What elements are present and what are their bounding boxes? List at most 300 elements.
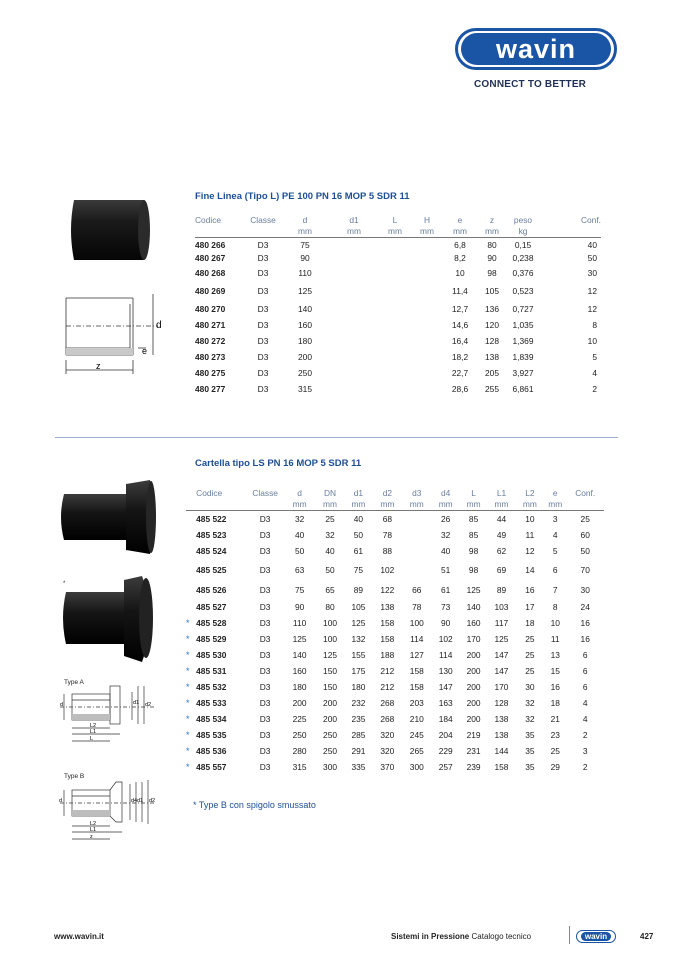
table-row	[195, 381, 601, 397]
s2-cell: 163	[438, 697, 453, 708]
s2-cell: 90	[294, 601, 305, 612]
s1-cell	[329, 251, 379, 265]
s2-cell: 25	[525, 649, 535, 660]
type-a-d2: d2	[145, 702, 152, 708]
s1-cell: 12	[587, 303, 597, 314]
s1-col-header: z	[489, 215, 495, 225]
s2-cell: 44	[496, 513, 507, 524]
s2-col-unit: mm	[431, 498, 459, 511]
footer-logo	[576, 930, 616, 943]
s2-cell: 70	[580, 564, 590, 575]
table-row	[195, 365, 601, 381]
s2-col-header: e	[552, 488, 558, 498]
s2-cell: 200	[292, 697, 307, 708]
s2-cell: 102	[438, 633, 453, 644]
table-row	[195, 265, 601, 282]
stub-face	[146, 481, 156, 553]
s2-cell: 4	[582, 713, 588, 724]
footer-logo-text: wavin	[581, 932, 611, 941]
s2-cell: 200	[323, 713, 338, 724]
s1-cell	[379, 349, 411, 365]
s2-cell: 80	[325, 601, 335, 612]
s2-cell: 4	[552, 529, 558, 540]
s1-cell: 2	[592, 383, 597, 394]
s2-cell: 158	[409, 681, 424, 692]
s1-cell: D3	[257, 351, 269, 362]
s2-cell: 3	[582, 745, 588, 756]
s2-cell: D3	[259, 665, 271, 676]
s2-cell: 315	[292, 761, 307, 772]
s1-col-header: d	[302, 215, 308, 225]
type-b-star: *	[186, 665, 190, 676]
table-row	[186, 599, 604, 615]
s1-cell: 10	[587, 335, 597, 346]
s2-cell: 30	[580, 584, 590, 595]
s2-cell: 14	[525, 564, 535, 575]
product-code: 485 532	[196, 681, 227, 692]
s1-cell: 110	[298, 268, 312, 278]
type-b-star: *	[186, 761, 190, 772]
s2-cell: 50	[294, 545, 305, 556]
s2-cell: 73	[441, 601, 451, 612]
s1-col-unit: mm	[411, 225, 443, 238]
s1-cell: D3	[257, 303, 269, 314]
s2-cell: 25	[525, 633, 535, 644]
s2-cell: 180	[351, 681, 366, 692]
s2-cell: 18	[525, 617, 535, 628]
type-a-d1: d1	[133, 700, 140, 706]
s2-cell: 175	[351, 665, 366, 676]
s1-cell: 180	[298, 335, 312, 346]
type-b-star: *	[186, 697, 190, 708]
table-row	[195, 282, 601, 301]
s2-cell: 320	[380, 729, 395, 740]
s2-cell: 11	[525, 529, 535, 540]
s1-cell: 11,4	[452, 286, 468, 296]
s2-cell: 200	[466, 649, 481, 660]
s2-cell: 32	[294, 513, 305, 524]
table-row	[186, 527, 604, 543]
s2-cell: 3	[552, 513, 558, 524]
s1-cell: 50	[587, 252, 597, 263]
s2-cell: 147	[438, 681, 453, 692]
s2-cell: 231	[466, 745, 481, 756]
table-row	[186, 695, 604, 711]
s1-cell: 16,4	[451, 335, 469, 346]
type-a-l2: L2	[90, 723, 97, 729]
s2-cell: 210	[409, 713, 424, 724]
s2-col-header: d3	[412, 488, 422, 498]
table-row	[186, 711, 604, 727]
s2-cell	[402, 559, 431, 581]
table-row	[186, 581, 604, 599]
table-row	[186, 663, 604, 679]
s1-cell: D3	[257, 319, 269, 330]
type-b-star	[186, 599, 196, 615]
s1-cell: 125	[298, 286, 312, 296]
product-code: 480 267	[195, 252, 226, 263]
type-b-star: *	[186, 745, 190, 756]
s2-cell: 32	[525, 697, 535, 708]
s2-cell: 114	[439, 649, 453, 660]
s2-cell: D3	[259, 697, 271, 708]
s1-col-header: H	[423, 215, 431, 225]
product-code: 485 522	[196, 513, 227, 524]
s2-cell: 40	[353, 513, 364, 524]
table-row	[186, 743, 604, 759]
table-row	[195, 333, 601, 349]
section2-units-row	[186, 498, 604, 511]
type-b-star: *	[186, 617, 190, 628]
s2-cell: 125	[494, 633, 509, 644]
s2-cell: D3	[259, 713, 271, 724]
s1-cell	[329, 317, 379, 333]
s1-cell	[379, 282, 411, 301]
s2-cell: 219	[466, 729, 481, 740]
s1-cell	[379, 251, 411, 265]
s1-cell	[329, 301, 379, 317]
s2-cell: 29	[550, 761, 560, 772]
s2-cell: 75	[353, 564, 364, 575]
product-code: 480 270	[195, 303, 226, 314]
s2-cell: 32	[525, 713, 535, 724]
s2-cell: 268	[380, 713, 395, 724]
s1-col-header: L	[392, 215, 398, 225]
s1-cell: 105	[485, 286, 499, 296]
s1-cell: 12,7	[451, 303, 469, 314]
s1-cell: 1,839	[512, 351, 534, 362]
s1-cell: D3	[257, 239, 269, 250]
product-code: 485 534	[196, 713, 227, 724]
s2-cell: 147	[494, 649, 509, 660]
s2-cell: 138	[494, 713, 509, 724]
s1-cell: 128	[485, 335, 499, 346]
s2-cell: 78	[382, 529, 393, 540]
s2-cell: D3	[259, 601, 271, 612]
s1-cell: 0,15	[514, 239, 532, 250]
product-code: 485 536	[196, 745, 227, 756]
s1-cell: 10	[455, 268, 465, 278]
type-b-star: *	[186, 633, 190, 644]
s2-cell: D3	[259, 513, 271, 524]
s2-cell: D3	[259, 545, 271, 556]
s2-cell: 100	[323, 633, 338, 644]
s2-cell: 170	[494, 681, 509, 692]
s2-cell: 144	[494, 745, 509, 756]
s2-col-unit: mm	[487, 498, 515, 511]
stub2-face	[139, 578, 153, 658]
s2-cell: 32	[441, 529, 451, 540]
s2-cell: 25	[525, 665, 535, 676]
s2-cell: 100	[409, 617, 424, 628]
type-b-star: *	[186, 729, 190, 740]
type-b-d2: d2	[149, 798, 156, 804]
s2-cell: 250	[292, 729, 307, 740]
s1-col-unit: mm	[443, 225, 477, 238]
s2-cell: 125	[466, 584, 481, 595]
s2-cell: 147	[494, 665, 509, 676]
type-b-star	[186, 559, 196, 581]
section1-header-row	[195, 215, 601, 225]
product-code: 485 525	[196, 564, 227, 575]
s2-cell: 32	[325, 529, 335, 540]
s1-col-unit	[245, 225, 281, 238]
s2-cell: 98	[468, 545, 479, 556]
dim-z: z	[96, 361, 101, 371]
section2-title: Cartella tipo LS PN 16 MOP 5 SDR 11	[195, 458, 362, 469]
s2-cell: 132	[351, 633, 366, 644]
s2-cell: 102	[380, 564, 395, 575]
s1-col-header: Classe	[250, 215, 276, 225]
stub-flange-photo-1	[58, 478, 158, 558]
type-b-star	[186, 543, 196, 559]
product-code: 480 277	[195, 383, 226, 394]
s2-col-header: Classe	[252, 488, 278, 498]
s1-cell	[379, 301, 411, 317]
type-b-star: *	[186, 681, 190, 692]
s1-col-header: Codice	[195, 215, 222, 225]
s2-cell: 50	[353, 529, 364, 540]
s1-cell	[379, 265, 411, 282]
table-row	[195, 251, 601, 265]
s1-col-unit: mm	[329, 225, 379, 238]
end-cap-body	[71, 200, 147, 260]
table-row	[186, 759, 604, 775]
s2-cell: 285	[351, 729, 366, 740]
s2-cell	[402, 543, 431, 559]
s2-cell: 6	[582, 665, 588, 676]
footer-website[interactable]: www.wavin.it	[54, 932, 104, 941]
type-b-note: * Type B con spigolo smussato	[193, 800, 316, 810]
s2-cell: 26	[441, 513, 451, 524]
product-code: 480 273	[195, 351, 226, 362]
tagline: CONNECT TO BETTER	[474, 79, 587, 90]
product-code: 485 529	[196, 633, 227, 644]
s2-cell: D3	[259, 564, 271, 575]
footer-catalog-bold: Sistemi in Pressione	[391, 932, 470, 941]
s2-col-unit: mm	[402, 498, 431, 511]
s2-cell: 16	[550, 681, 560, 692]
s2-cell: 300	[323, 761, 338, 772]
s1-cell	[379, 238, 411, 252]
end-cap-photo	[66, 196, 152, 264]
s2-cell: 50	[325, 564, 335, 575]
s2-cell: 25	[580, 513, 590, 524]
s2-cell: 40	[325, 545, 335, 556]
section2-table	[186, 488, 604, 775]
s2-cell: 89	[353, 584, 364, 595]
logo-wordmark: wavin	[461, 33, 611, 65]
s1-col-header: peso	[513, 215, 533, 225]
s2-cell: 40	[441, 545, 451, 556]
product-code: 485 530	[196, 649, 227, 660]
s2-cell: 158	[409, 665, 424, 676]
s2-cell: 180	[292, 681, 307, 692]
s2-cell: 69	[496, 564, 507, 575]
product-code: 485 531	[196, 665, 227, 676]
s2-cell: 203	[409, 697, 424, 708]
s1-cell	[329, 349, 379, 365]
s1-cell: 120	[485, 319, 499, 330]
s2-cell: 125	[351, 617, 366, 628]
s1-cell: 18,2	[451, 351, 469, 362]
section1-units-row	[195, 225, 601, 238]
s2-cell: 150	[323, 665, 338, 676]
stub-flange-photo-2	[58, 574, 158, 666]
s2-cell: 150	[323, 681, 338, 692]
s1-cell: D3	[257, 335, 269, 346]
s2-col-header: d	[297, 488, 302, 498]
s2-cell: 17	[525, 601, 535, 612]
s1-cell	[379, 365, 411, 381]
s2-cell: 250	[323, 729, 338, 740]
s1-cell: 205	[485, 367, 499, 378]
s1-cell: 8,2	[454, 252, 466, 263]
s1-cell: 4	[592, 367, 597, 378]
s1-cell: 6,861	[512, 383, 534, 394]
s2-cell: 158	[380, 617, 395, 628]
s1-cell	[411, 301, 443, 317]
type-b-star: *	[186, 649, 190, 660]
s1-cell	[411, 333, 443, 349]
s2-cell: 335	[351, 761, 366, 772]
dim-d: d	[156, 320, 162, 331]
s2-cell: 50	[580, 545, 590, 556]
s2-cell: 170	[466, 633, 481, 644]
footer-catalog-rest: Catalogo tecnico	[471, 932, 532, 941]
s2-cell: 158	[380, 633, 395, 644]
type-b-d: d	[59, 798, 63, 804]
s1-cell: 80	[487, 239, 497, 250]
s2-cell: 68	[382, 513, 393, 524]
end-cap-drawing	[58, 290, 168, 380]
s2-cell: 280	[292, 745, 307, 756]
product-code: 485 526	[196, 584, 227, 595]
s2-cell: 63	[294, 564, 305, 575]
table-row	[186, 559, 604, 581]
product-code: 480 275	[195, 367, 226, 378]
s2-cell: 23	[550, 729, 560, 740]
s2-cell: 300	[409, 761, 424, 772]
s2-cell: 12	[525, 545, 535, 556]
s1-cell: 255	[485, 383, 499, 394]
s2-cell: 49	[496, 529, 507, 540]
end-cap-face	[138, 200, 150, 260]
s1-cell	[379, 317, 411, 333]
s2-cell: 75	[294, 584, 305, 595]
s2-cell: 10	[525, 513, 535, 524]
s2-cell: 35	[525, 729, 535, 740]
s2-cell: 16	[580, 617, 590, 628]
product-code: 480 272	[195, 335, 226, 346]
s2-cell: 155	[351, 649, 366, 660]
s2-cell: D3	[259, 529, 271, 540]
s2-col-unit: mm	[283, 498, 315, 511]
s2-cell: 125	[292, 633, 307, 644]
section2-header-row	[186, 488, 604, 498]
s2-cell: 188	[380, 649, 395, 660]
product-code: 485 528	[196, 617, 227, 628]
s2-cell: 5	[552, 545, 558, 556]
s2-cell	[402, 511, 431, 527]
s1-col-header: e	[457, 215, 463, 225]
s2-cell: 78	[412, 601, 422, 612]
type-b-star	[186, 527, 196, 543]
s1-cell	[411, 317, 443, 333]
s2-cell: 35	[525, 761, 535, 772]
s1-cell: 8	[592, 319, 597, 330]
type-b-l1: L1	[90, 827, 97, 833]
s1-cell: D3	[257, 367, 269, 378]
s2-cell: 8	[552, 601, 558, 612]
s1-cell: 0,727	[512, 303, 534, 314]
s2-cell: 184	[438, 713, 453, 724]
s1-cell	[329, 265, 379, 282]
s1-cell: 200	[298, 351, 312, 362]
s1-cell	[411, 365, 443, 381]
s2-cell: D3	[259, 745, 271, 756]
s2-cell: 66	[412, 584, 422, 595]
s2-cell: D3	[259, 649, 271, 660]
s2-cell: 265	[409, 745, 424, 756]
s2-cell: 122	[380, 584, 395, 595]
s2-cell: 35	[525, 745, 535, 756]
s1-cell: 90	[300, 252, 310, 263]
s1-col-unit: mm	[281, 225, 329, 238]
s2-cell: 128	[494, 697, 509, 708]
s1-cell	[329, 381, 379, 397]
s2-cell: 62	[496, 545, 507, 556]
s1-cell	[411, 381, 443, 397]
s1-cell: 0,376	[512, 268, 534, 278]
s2-cell: 103	[494, 601, 509, 612]
s1-cell: D3	[257, 252, 269, 263]
s1-cell	[379, 333, 411, 349]
footer-catalog	[391, 932, 531, 941]
s1-cell	[411, 251, 443, 265]
s2-cell: 15	[550, 665, 560, 676]
product-code: 485 524	[196, 545, 227, 556]
wavin-logo	[455, 28, 617, 70]
s1-cell	[411, 238, 443, 252]
s1-cell: 6,8	[454, 239, 466, 250]
s2-cell: 130	[438, 665, 453, 676]
type-b-drawing	[50, 778, 160, 844]
s1-col-unit: kg	[507, 225, 539, 238]
s1-cell: 0,523	[512, 286, 534, 296]
s2-cell: 117	[494, 617, 509, 628]
s2-cell: 200	[466, 681, 481, 692]
section1-title: Fine Linea (Tipo L) PE 100 PN 16 MOP 5 SDR 11	[195, 191, 410, 202]
table-row	[195, 301, 601, 317]
s1-cell: 90	[487, 252, 497, 263]
s2-cell: D3	[259, 633, 271, 644]
s2-cell: 25	[325, 513, 335, 524]
product-code: 480 269	[195, 286, 226, 296]
type-b-d4: d4	[131, 798, 138, 804]
s1-cell: 315	[298, 383, 312, 394]
product-code: 480 266	[195, 239, 226, 250]
s2-cell: 65	[325, 584, 335, 595]
s2-star-col-unit	[186, 498, 196, 511]
s2-cell: 225	[292, 713, 307, 724]
page-number: 427	[640, 932, 654, 941]
s2-cell: 85	[468, 529, 479, 540]
s2-cell: 6	[552, 564, 558, 575]
type-b-star	[186, 511, 196, 527]
s2-cell: 24	[580, 601, 590, 612]
s2-cell: 229	[438, 745, 453, 756]
